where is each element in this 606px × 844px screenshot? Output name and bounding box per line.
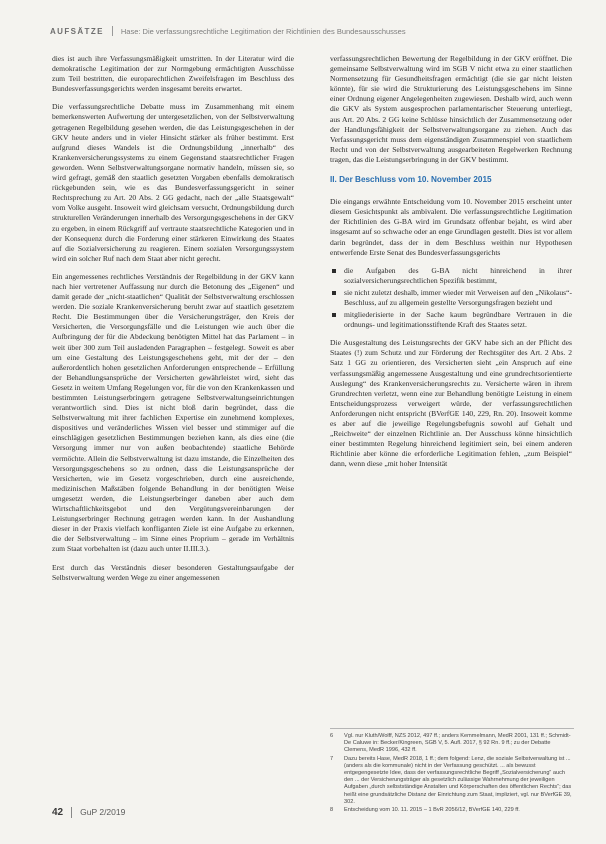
- header-divider: [112, 26, 113, 36]
- body-paragraph: Erst durch das Verständnis dieser besonderen Gestaltungsaufgabe der Selbstverwaltung werden Wege zu einer angemessenen: [52, 562, 294, 582]
- footnote: [330, 733, 574, 755]
- footnote-number: 8: [330, 807, 334, 814]
- footnote-number: 6: [330, 733, 334, 739]
- right-column: [330, 54, 572, 477]
- bullet-item: [330, 288, 572, 308]
- section-label: AUFSÄTZE: [50, 26, 104, 36]
- bullet-list: [330, 266, 572, 331]
- body-paragraph: verfassungsrechtlichen Bewertung der Regelbildung in der GKV eröffnet. Die gemeinsame Selbstverwaltung wird im SGB V nicht etwa zu einer staatlichen Normensetzung für Gesundheitsfragen ermächtigt (die sie gar nicht leisten könnte), für sie wird die Strukturierung des Leistungsgeschehens im Sinne einer Ordnung eigener Angelegenheiten zugewiesen. Deshalb wird, auch wenn die GKV als System ausgesprochen parlamentarischer Steuerung unterliegt, aus Art. 20 Abs. 2 GG keine Schlüsse hinsichtlich der Zusammensetzung oder der Handlungsfähigkeit der Selbstverwaltungsorgane zu ziehen. Auch das Verfassungsgericht muss dem eigenständigen Zusammenspiel von staatlichem Recht und von der Selbstverwaltung ausgearbeiteten Regelwerken Rechnung tragen, das die Leistungserbringung in der GKV bestimmt.: [330, 54, 572, 164]
- running-title: Hase: Die verfassungsrechtliche Legitimation der Richtlinien des Bundesausschusses: [120, 26, 406, 36]
- body-paragraph: dies ist auch ihre Verfassungsmäßigkeit umstritten. In der Literatur wird die demokratische Legitimation der zur Normgebung ermächtigten Ausschüsse zum Teil bestritten, die europarechtlichen Zweifelsfragen im Beschluss des Bundesverfassungsgerichts werden insgesamt bereits erwartet.: [52, 54, 294, 94]
- bullet-text: die Aufgaben des G-BA nicht hinreichend in ihrer sozialversicherungsrechtlichen Spezifik bestimmt,: [344, 265, 572, 285]
- section-heading: II. Der Beschluss vom 10. November 2015: [330, 175, 492, 185]
- body-paragraph: Die Ausgestaltung des Leistungsrechts der GKV habe sich an der Pflicht des Staates (!) zum Schutz und zur Förderung der Rechtsgüter des Art. 2 Abs. 2 Satz 1 GG zu orientieren, des Versicherten sieht „ein Anspruch auf eine verfassungsmäßig angemessene Ausgestaltung und eine grundrechtsorientierte Auslegung“ des Krankenversicherungsrechts zu. Versicherte wären in ihrem Grundrechten verletzt, wenn eine zur Behandlung benötigte Leistung in einem Entscheidungsprozess verweigert würde, der verfassungsrechtlichen Anforderungen nicht entspricht (BVerfGE 140, 229, Rn. 20). Insoweit komme es aber auf die jeweilige Regelungsbefugnis sowohl auf Gehalt und „Reichweite“ der einzelnen Richtlinie an. Der Ausschuss könne hinsichtlich einer bestimmten Regelung hinreichend legitimiert sein, bei einem anderen Richtlinie aber könne die erforderliche Legitimation fehlen, „zum Beispiel“ dann, wenn diese „mit hoher Intensität: [330, 338, 572, 469]
- footnote-text: Entscheidung vom 10. 11. 2015 – 1 BvR 2056/12, BVerfGE 140, 229 ff.: [344, 807, 520, 814]
- body-paragraph: Die eingangs erwähnte Entscheidung vom 10. November 2015 erscheint unter diesem Gesichtspunkt als ambivalent. Die verfassungsrechtliche Legitimation der Richtlinien des G-BA wird im Grundsatz offenbar bejaht, es wird aber insgesamt auf so schwache oder an enge Grundlagen gestellt. Dies ist vor allem darin begründet, dass der in dem Beschluss weithin nur Hypothesen entwerfende Erste Senat des Bundesverfassungsgerichts: [330, 197, 572, 257]
- bullet-square-icon: [332, 313, 336, 317]
- footnote-text: Dazu bereits Hase, MedR 2018, 1 ff.; dem folgend: Lenz, die soziale Selbstverwaltung ist ... (anders als die kommunale) nicht in der Verfassung geschützt. ... als bewusst entgegengesetzte Idee, dass der verfassungsrechtliche Begriff „Sozialversicherung“ auch den ... der Versicherungsträger als gesetzlich zulässige Wahrnehmung der jeweiligen Aufgaben „durch selbstständige Anstalten und Körperschaften des öffentlichen Rechts“; das heißt eine grundsätzliche Distanz der Einrichtung zum Staat, impliziert, vgl. nur BVerfGE 39, 302.: [344, 755, 572, 805]
- bullet-square-icon: [332, 291, 336, 295]
- footnote-text: Vgl. nur Kluth/Wolff, NZS 2012, 497 ff.; anders Kemmelmann, MedR 2001, 131 ff.; Schmidt-De Caluwe in: Becker/Kingreen, SGB V, 5. Aufl. 2017, § 92 Rn. 9 ff.; zu der Debatte Clemens, MedR 1996, 432 ff.: [344, 733, 571, 754]
- footnote: [330, 756, 574, 806]
- bullet-item: [330, 310, 572, 330]
- footnote-number: 7: [330, 755, 334, 762]
- page-number: 42: [52, 806, 64, 818]
- footnotes: [330, 728, 574, 815]
- page-footer: [52, 805, 125, 819]
- bullet-text: sie nicht zuletzt deshalb, immer wieder mit Verweisen auf den „Nikolaus“-Beschluss, auf zu allgemein gestellte Versorgungsfragen bezieht und: [344, 287, 572, 307]
- bullet-text: mitgliederisierte in der Sache kaum begründbare Vertrauen in die ordnungs- und legitimationsstiftende Kraft des Staates setzt.: [344, 310, 572, 330]
- journal-issue: GuP 2/2019: [80, 807, 126, 817]
- body-paragraph: Ein angemessenes rechtliches Verständnis der Regelbildung in der GKV kann nach hier vertretener Auffassung nur durch die Betonung des „Eigenen“ und damit gerade der „nicht-staatlichen“ Qualität der Selbstverwaltung erschlossen werden. Die soziale Krankenversicherung beruht zwar auf staatlich gesetztem Recht. Die Bestimmungen über die Versicherungsträger, den Kreis der Versicherten, die Versorgungsfälle und die Leistungen wie auch über die Aufbringung der für die Abdeckung benötigten Mittel hat das Parlament – in weit über 300 zum Teil ausladenden Paragraphen – festgelegt. Soweit es aber um eine Gestaltung des Leistungsgeschehens geht, mit der der – den außerordentlich hohen gesetzlichen Anforderungen entsprechende – Erfüllung der Behandlungsansprüche der Versicherten gewährleistet wird, sieht das Gesetz in weitem Umfang Regelungen vor, für die von den Krankenkassen und bestimmten Leistungserbringern getragene Selbstverwaltungseinrichtungen verantwortlich sind. Dies ist nicht bloß darin begründet, dass die Selbstverwaltung mit ihrer fachlichen Expertise ein zunehmend komplexes, dispositives und veränderliches Wissen viel besser und stimmiger auf die einschlägigen gesetzlichen Bestimmungen beziehen kann, als dies eine (die Versorgung immer nur von außen beobachtende) staatliche Behörde vermöchte. Allein die Selbstverwaltung ist dazu imstande, die Einzelheiten des Versorgungsgeschehens so zu ordnen, dass die Leistungsansprüche der Versicherten, wie im Gesetz vorgeschrieben, durch eine ausreichende, medizinischen Maßstäben folgende Behandlung in der benötigten Weise umgesetzt werden, die Leistungserbringer daneben aber auch dem Wirtschaftlichkeitsgebot und den Vergütungsvereinbarungen der Leistungserbringer Rechnung getragen werden kann. In der Aushandlung dieser in der Praxis vielfach konfliganten Ziele ist eine Aufgabe zu erkennen, die der Selbstverwaltung – im Sinne eines Proprium – gerade im Verhältnis zum Staat vorbehalten ist (dazu auch unter II.III.3.).: [52, 271, 294, 554]
- footnote: [330, 807, 574, 814]
- body-paragraph: Die verfassungsrechtliche Debatte muss im Zusammenhang mit einem bemerkenswerten Aufwertung der untergesetzlichen, von der Selbstverwaltung getragenen Regelbildung gesehen werden, die das Leistungsgeschehen in der GKV heute anders und in vieler Hinsicht stärker als früher bestimmt. Erst aufgrund dieses Wandels ist die Ordnungsbildung „innerhalb“ des Krankenversicherungssystems zu einem Gegenstand staatsrechtlicher Fragen geworden. Wenn Selbstverwaltungsorgane normativ handeln, müssen sie, so wird gefragt, gemäß den staatlich gesetzten Vorgaben ebenfalls demokratisch rückgebunden sein, wie es das Bundesverfassungsgericht in seiner Rechtsprechung zu Art. 20 Abs. 2 GG gedacht, nach der „alle Staatsgewalt“ vom Volke ausgeht. Insoweit wird gleichsam versucht, Ordnungsbildung durch strukturellen Veränderungen innerhalb des Versorgungsgeschehens in der GKV zu ergeben, in einem Rückgriff auf vertraute staatsrechtliche Kategorien und in der Konsequenz durch die Forderung einer stärkeren Einwirkung des Staates auf die Sozialversicherung zu reagieren. Einem sozialen Versorgungssystem wird ein solcher Ruf nach dem Staat aber nicht gerecht.: [52, 102, 294, 263]
- bullet-item: [330, 266, 572, 286]
- bullet-square-icon: [332, 269, 336, 273]
- left-column: [52, 54, 294, 591]
- footer-divider: [71, 807, 72, 818]
- running-header: [50, 24, 570, 38]
